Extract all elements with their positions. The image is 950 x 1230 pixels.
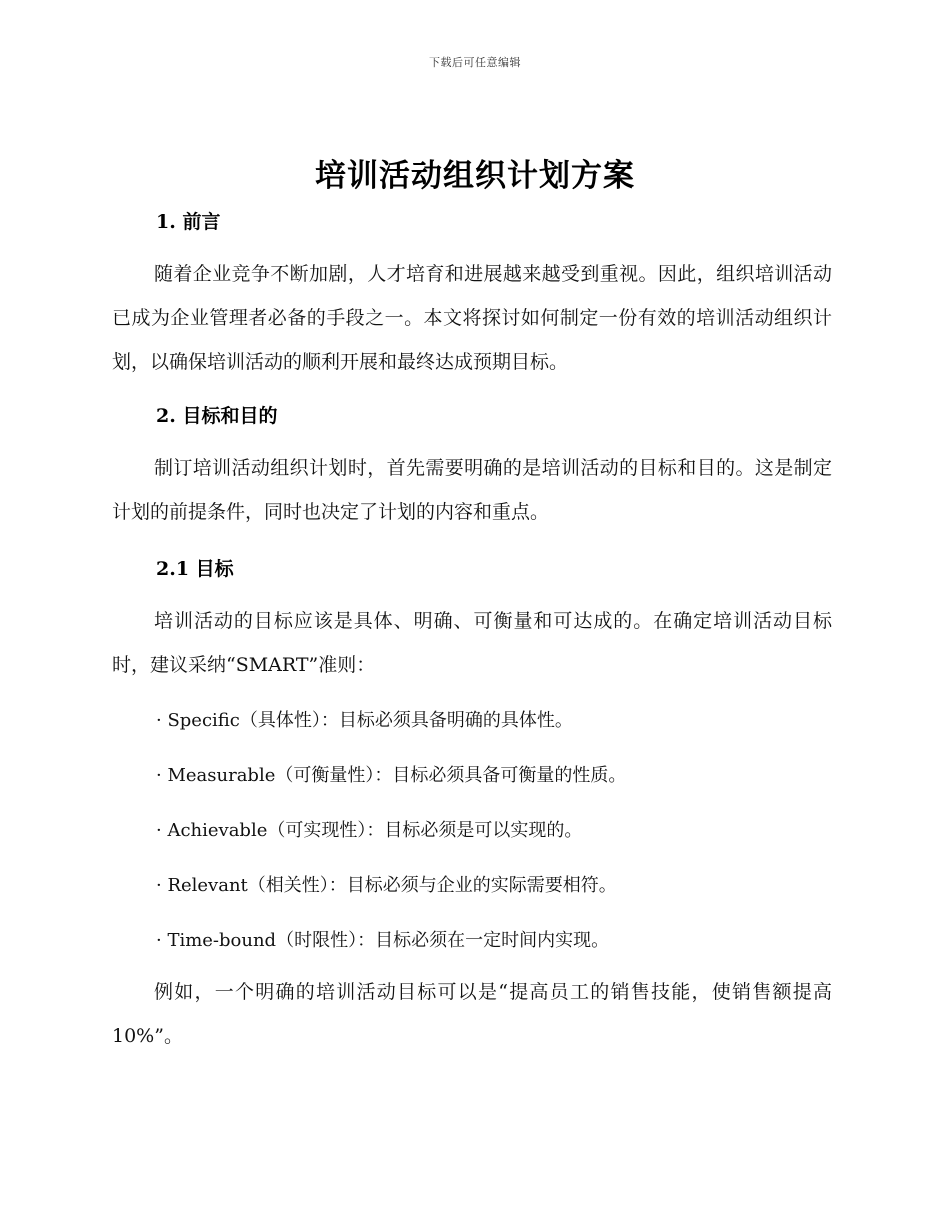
section-2-heading: 2. 目标和目的 (156, 405, 278, 427)
section-2-paragraph: 制订培训活动组织计划时，首先需要明确的是培训活动的目标和目的。这是制定计划的前提条件，同时也决定了计划的内容和重点。 (112, 457, 832, 523)
smart-bullet-achievable: · Achievable（可实现性）：目标必须是可以实现的。 (156, 820, 583, 841)
smart-bullet-specific: · Specific（具体性）：目标必须具备明确的具体性。 (156, 710, 573, 731)
header-note: 下载后可任意编辑 (429, 56, 521, 69)
smart-bullet-measurable: · Measurable（可衡量性）：目标必须具备可衡量的性质。 (156, 765, 627, 786)
section-1-paragraph: 随着企业竞争不断加剧，人才培育和进展越来越受到重视。因此，组织培训活动已成为企业管理者必备的手段之一。本文将探讨如何制定一份有效的培训活动组织计划，以确保培训活动的顺利开展和最终达成预期目标。 (112, 263, 832, 373)
document-title: 培训活动组织计划方案 (315, 158, 635, 194)
smart-bullet-time-bound: · Time-bound（时限性）：目标必须在一定时间内实现。 (156, 930, 610, 951)
section-2-1-paragraph: 培训活动的目标应该是具体、明确、可衡量和可达成的。在确定培训活动目标时，建议采纳“SMART”准则： (112, 610, 832, 676)
section-2-1-heading: 2.1 目标 (156, 558, 234, 580)
smart-bullet-relevant: · Relevant（相关性）：目标必须与企业的实际需要相符。 (156, 875, 617, 896)
example-paragraph: 例如，一个明确的培训活动目标可以是“提高员工的销售技能，使销售额提高10%”。 (112, 981, 832, 1047)
section-1-heading: 1. 前言 (156, 211, 221, 233)
